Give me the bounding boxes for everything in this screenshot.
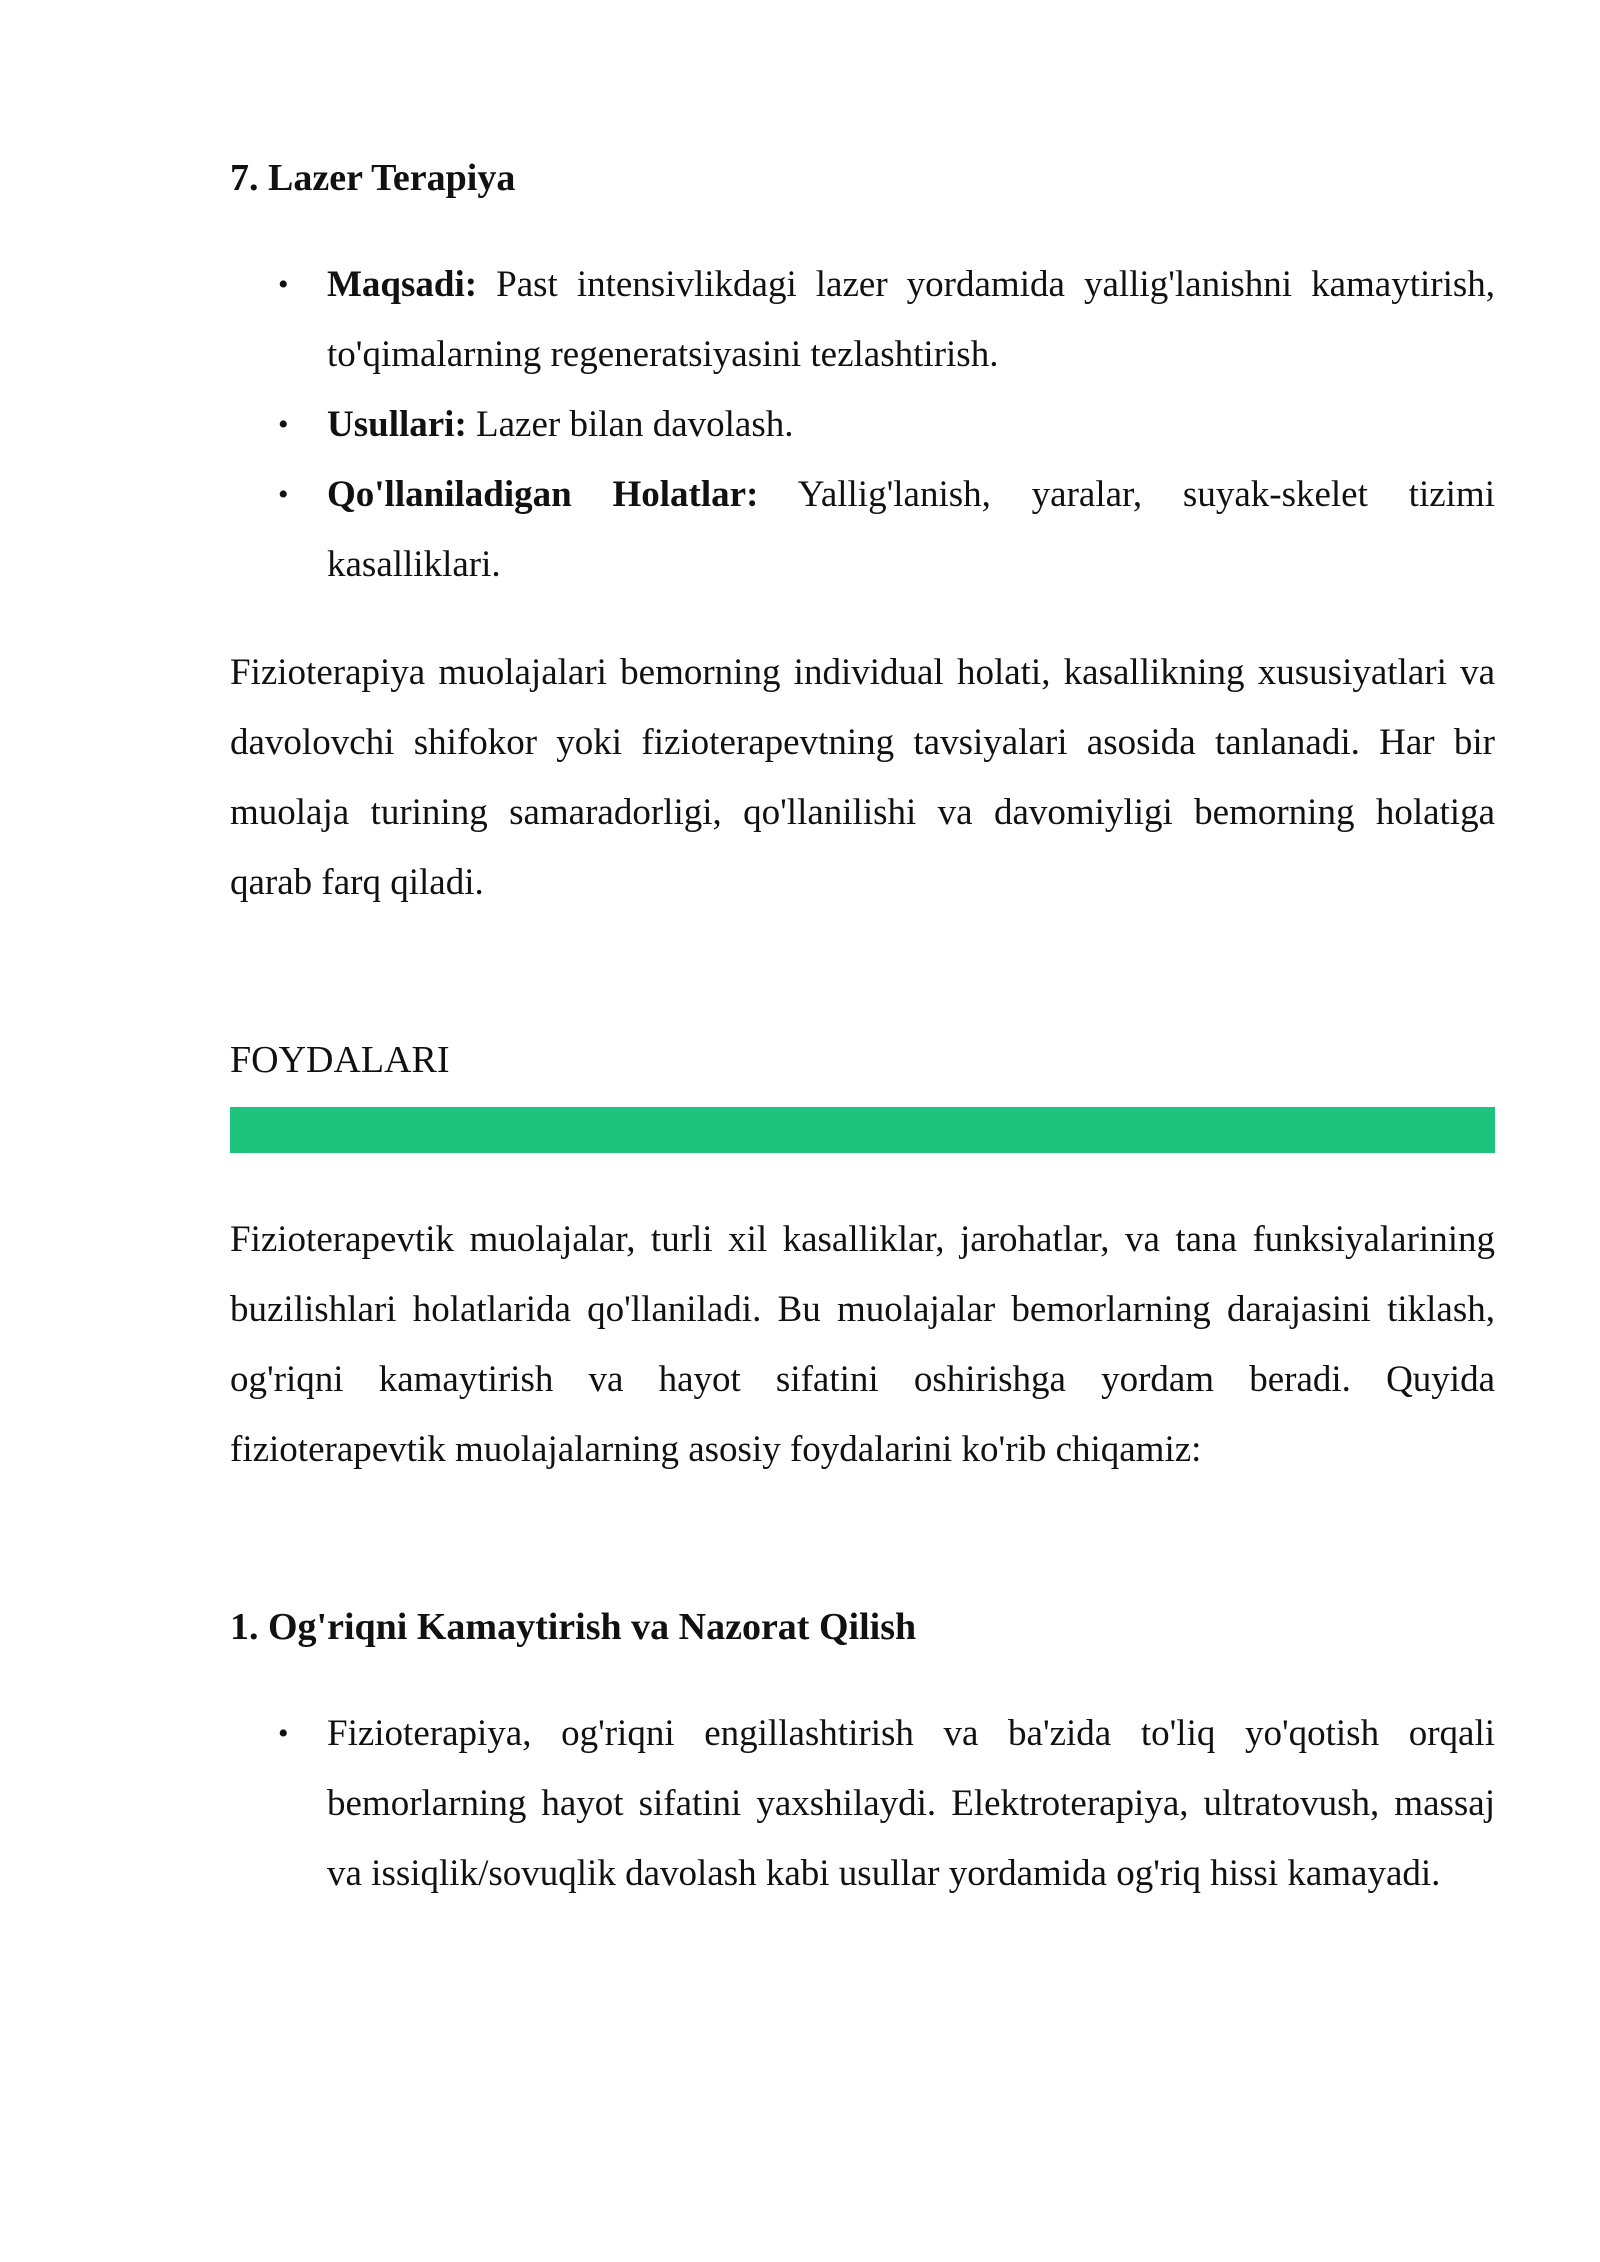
bullet-icon: •: [278, 408, 289, 441]
list-item-label: Usullari:: [327, 404, 467, 445]
list-item: [230, 1699, 1495, 1909]
foydalari-title: FOYDALARI: [230, 1039, 450, 1081]
paragraph-2: Fizioterapevtik muolajalar, turli xil kasalliklar, jarohatlar, va tana funksiyalarining buzilishlari holatlarida qo'llaniladi. Bu muolajalar bemorlarning darajasini tiklash, og'riqni kamaytirish va hayot sifatini oshirishga yordam beradi. Quyida fizioterapevtik muolajalarning asosiy foydalarini ko'rib chiqamiz:: [230, 1219, 1495, 1470]
section-7-heading: 7. Lazer Terapiya: [230, 157, 516, 199]
bullet-icon: •: [278, 268, 289, 301]
list-item: [230, 460, 1495, 600]
list-item: [230, 250, 1495, 390]
list-item-text: Lazer bilan davolash.: [466, 404, 794, 445]
paragraph-1: Fizioterapiya muolajalari bemorning individual holati, kasallikning xususiyatlari va davolovchi shifokor yoki fizioterapevtning tavsiyalari asosida tanlanadi. Har bir muolaja turining samaradorligi, qo'llanilishi va davomiyligi bemorning holatiga qarab farq qiladi.: [230, 652, 1495, 903]
section-7-list: [230, 250, 1495, 600]
list-item-label: Qo'llaniladigan Holatlar:: [327, 474, 759, 515]
list-item-text: Yallig'lanish, yaralar, suyak-skelet tizimi kasalliklari.: [327, 474, 1495, 585]
list-item-text: Fizioterapiya, og'riqni engillashtirish va ba'zida to'liq yo'qotish orqali bemorlarning hayot sifatini yaxshilaydi. Elektroterapiya, ultratovush, massaj va issiqlik/sovuqlik davolash kabi usullar yordamida og'riq hissi kamayadi.: [327, 1713, 1495, 1894]
list-item-text: Past intensivlikdagi lazer yordamida yallig'lanishni kamaytirish, to'qimalarning regeneratsiyasini tezlashtirish.: [327, 264, 1495, 375]
section-divider-bar: [230, 1107, 1495, 1153]
bullet-icon: •: [278, 1717, 289, 1750]
section-1-heading: 1. Og'riqni Kamaytirish va Nazorat Qilish: [230, 1606, 917, 1648]
bullet-icon: •: [278, 478, 289, 511]
list-item-label: Maqsadi:: [327, 264, 478, 305]
list-item: [230, 390, 1495, 460]
section-1-list: [230, 1699, 1495, 1909]
